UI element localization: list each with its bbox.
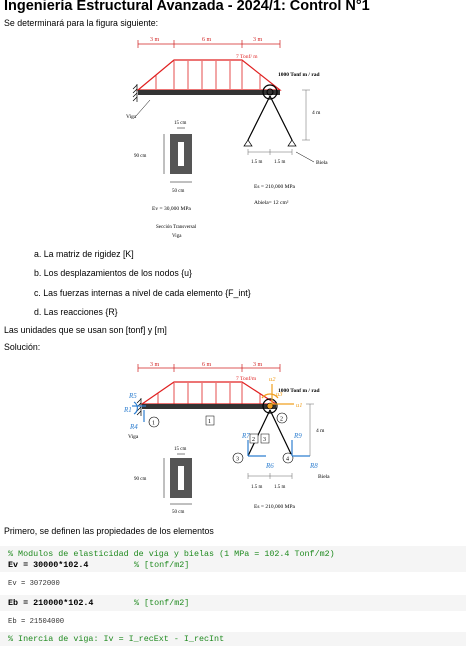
es-label-2: Es = 210,000 MPa [254, 504, 295, 510]
r4-label: R4 [130, 423, 138, 431]
output-eb: Eb = 21504000 [8, 618, 65, 626]
dim-right-2: 3 m [253, 362, 263, 368]
moment-label: 1000 Tonf m / rad [278, 72, 320, 78]
section-label-1: Sección Transversal [156, 225, 197, 230]
question-d: d. Las reacciones {R} [34, 307, 118, 317]
code-comment-1: % Modulos de elasticidad de viga y bielas (1 MPa = 102.4 Tonf/m2) [8, 549, 335, 559]
es-label: Es = 210,000 MPa [254, 184, 295, 190]
span1: 1.5 m [251, 160, 263, 165]
r6-label: R6 [266, 462, 274, 470]
code-comment-eb: % [tonf/m2] [134, 598, 190, 608]
pin-supports [244, 140, 296, 146]
question-a: a. La matriz de rigidez [K] [34, 249, 134, 259]
code-comment-2: % Inercia de viga: Iv = I_recExt - I_recInt [8, 634, 225, 644]
struts [248, 96, 292, 140]
svg-text:2: 2 [280, 416, 283, 423]
u1-label: u1 [296, 402, 303, 409]
moment-label-2: 1000 Tonf m / rad [278, 388, 320, 394]
height-90-2: 90 cm [134, 477, 147, 482]
code-block-2 [0, 595, 466, 611]
code-block-3 [0, 632, 466, 646]
load-arrows [156, 61, 260, 89]
dim-left-2: 3 m [150, 362, 160, 368]
figure-solution [110, 358, 360, 514]
span1-2: 1.5 m [251, 485, 263, 490]
svg-text:1: 1 [152, 420, 155, 427]
dim-mid: 6 m [202, 37, 212, 43]
svg-text:4: 4 [286, 456, 289, 463]
page-title: Ingeniería Estructural Avanzada - 2024/1: Control N°1 [4, 0, 370, 14]
question-b: b. Los desplazamientos de los nodos {u} [34, 268, 192, 278]
beam [138, 90, 280, 95]
dim-right: 3 m [253, 37, 263, 43]
distributed-load [138, 60, 280, 90]
beam-2 [142, 404, 276, 409]
span2-2: 1.5 m [274, 485, 286, 490]
u3-label: u3 [276, 391, 283, 398]
dim-left: 3 m [150, 37, 160, 43]
width-15-2: 15 cm [174, 447, 187, 452]
r1-label: R1 [124, 406, 132, 414]
svg-text:1: 1 [208, 419, 211, 425]
r7-label: R7 [242, 432, 250, 440]
biela-label: Biela [316, 160, 328, 166]
height-dim [302, 90, 310, 140]
viga-label-2: Viga [128, 434, 139, 440]
distributed-load-2 [142, 382, 276, 404]
height-label-2: 4 m [316, 428, 325, 434]
u2-label: u2 [269, 376, 276, 383]
intro-text: Se determinará para la figura siguiente: [4, 18, 159, 28]
height-90: 90 cm [134, 154, 147, 159]
r5-label: R5 [129, 392, 137, 400]
load-label-2: 7 Tonf/m [236, 376, 257, 382]
code-comment-ev: % [tonf/m2] [134, 560, 190, 570]
biela-label-2: Biela [318, 474, 330, 480]
question-c: c. Las fuerzas internas a nivel de cada elemento {F_int} [34, 288, 251, 298]
svg-text:3: 3 [263, 437, 266, 443]
span-dims-2 [248, 473, 292, 479]
area-label: Abiela= 12 cm² [254, 200, 289, 206]
code-block-1 [0, 546, 466, 572]
load-label: 7 Tonf/ m [236, 54, 258, 60]
output-ev: Ev = 3072000 [8, 580, 60, 588]
height-dim-2 [306, 404, 314, 456]
figure-problem [110, 30, 360, 248]
code-line-ev: Ev = 30000*102.4 [8, 560, 89, 570]
width-50: 50 cm [172, 189, 185, 194]
code-line-eb: Eb = 210000*102.4 [8, 598, 94, 608]
r8-label: R8 [310, 462, 318, 470]
fixed-support [133, 84, 137, 102]
properties-text: Primero, se definen las propiedades de los elementos [4, 526, 214, 536]
svg-text:3: 3 [236, 456, 239, 463]
load-arrows-2 [158, 383, 260, 404]
units-text: Las unidades que se usan son [tonf] y [m] [4, 325, 167, 335]
dim-mid-2: 6 m [202, 362, 212, 368]
width-50-2: 50 cm [172, 510, 185, 514]
span-dims [248, 149, 292, 155]
span2: 1.5 m [274, 160, 286, 165]
height-label: 4 m [312, 110, 321, 116]
section-label-2: Viga [172, 234, 182, 239]
r9-label: R9 [294, 432, 302, 440]
ev-label: Ev = 30,000 MPa [152, 206, 191, 212]
viga-label: Viga [126, 114, 137, 120]
solution-label: Solución: [4, 342, 41, 352]
svg-text:2: 2 [252, 437, 255, 443]
width-15: 15 cm [174, 121, 187, 126]
